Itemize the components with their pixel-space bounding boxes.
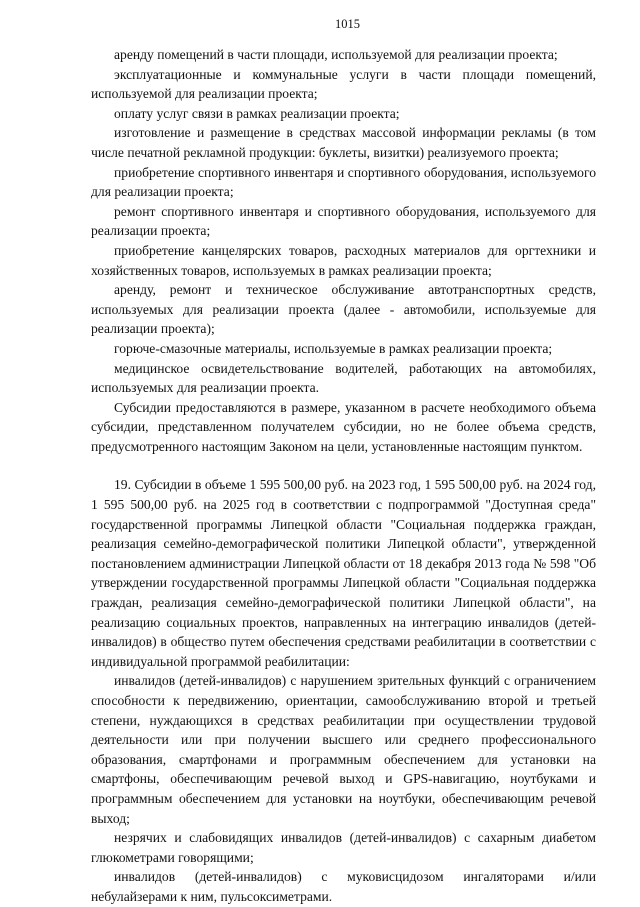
paragraph-utilities: эксплуатационные и коммунальные услуги в части площади помещений, используемой для реализации проекта; [91, 66, 596, 102]
paragraph-cystic-fibrosis: инвалидов (детей-инвалидов) с муковисцидозом ингаляторами и/или небулайзерами к ним, пульсоксиметрами. [91, 869, 596, 904]
paragraph-office-supplies: приобретение канцелярских товаров, расходных материалов для оргтехники и хозяйственных товаров, используемых в рамках реализации проекта; [91, 242, 596, 278]
paragraph-advertising: изготовление и размещение в средствах массовой информации рекламы (в том числе печатной рекламной продукции: буклеты, визитки) реализуемого проекта; [91, 125, 596, 160]
paragraph-sports-equipment-repair: ремонт спортивного инвентаря и спортивного оборудования, используемого для реализации проекта; [91, 203, 596, 239]
document-page [91, 16, 596, 907]
paragraph-rent: аренду помещений в части площади, используемой для реализации проекта; [114, 47, 558, 62]
paragraph-medical-examination: медицинское освидетельствование водителей, работающих на автомобилях, используемых для реализации проекта. [91, 360, 596, 396]
paragraph-fuel: горюче-смазочные материалы, используемые в рамках реализации проекта; [114, 340, 553, 356]
paragraph-subsidy-amount: Субсидии предоставляются в размере, указанном в расчете необходимого объема субсидии, представленном получателем субсидии, но не более объема средств, предусмотренного настоящим Законом на цели, установленные настоящим пунктом. [91, 399, 596, 454]
paragraph-sports-equipment-purchase: приобретение спортивного инвентаря и спортивного оборудования, используемого для реализации проекта; [91, 164, 596, 200]
paragraph-communication: оплату услуг связи в рамках реализации проекта; [114, 105, 400, 121]
paragraph-item-19: 19. Субсидии в объеме 1 595 500,00 руб. на 2023 год, 1 595 500,00 руб. на 2024 год, 1 595 500,00 руб. на 2025 год в соответствии с подпрограммой "Доступная среда" государственной программы Липецкой области "Социальная поддержка граждан, реализация семейно-демографической политики Липецкой области", утвержденной постановлением администрации Липецкой области от 18 декабря 2013 года № 598 "Об утверждении государственной программы Липецкой области "Социальная поддержка граждан, реализация семейно-демографической политики Липецкой области", на реализацию социальных проектов, направленных на интеграцию инвалидов (детей-инвалидов) в общество путем обеспечения средствами реабилитации в соответствии с индивидуальной программой реабилитации: [91, 477, 596, 669]
paragraph-visually-impaired: инвалидов (детей-инвалидов) с нарушением зрительных функций с ограничением способности к передвижению, ориентации, самообслуживанию второй и третьей степени, нуждающихся в средствах реабилитации при осуществлении трудовой деятельности или при получении высшего или среднего профессионального образования, смартфонами и программным обеспечением для установки на смартфоны, обеспечивающим речевой выход и GPS-навигацию, ноутбуками и программным обеспечением для установки на ноутбуки, обеспечивающим речевой выход; [91, 673, 596, 826]
paragraph-vehicles: аренду, ремонт и техническое обслуживание автотранспортных средств, используемых для реализации проекта (далее - автомобили, используемые для реализации проекта); [91, 282, 596, 337]
page-number: 1015 [335, 17, 360, 31]
paragraph-diabetes: незрячих и слабовидящих инвалидов (детей-инвалидов) с сахарным диабетом глюкометрами говорящими; [91, 830, 596, 865]
section-gap [91, 456, 596, 475]
